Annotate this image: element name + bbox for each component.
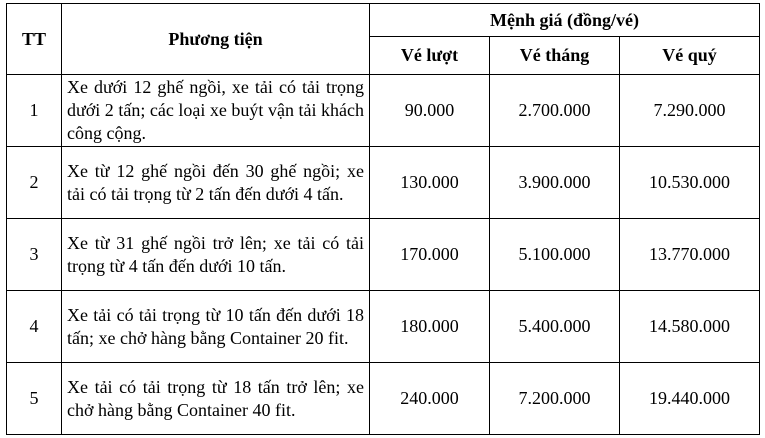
quarterly-price: 7.290.000 [620,75,760,147]
header-quarterly-ticket: Vé quý [620,37,760,75]
single-price: 130.000 [370,147,490,219]
table-row [7,219,760,291]
monthly-price: 3.900.000 [490,147,620,219]
header-monthly-ticket: Vé tháng [490,37,620,75]
table-row [7,363,760,435]
header-row-top [7,4,760,37]
row-index: 4 [7,291,62,363]
vehicle-description: Xe từ 12 ghế ngồi đến 30 ghế ngồi; xe tải có tải trọng từ 2 tấn đến dưới 4 tấn. [62,147,370,219]
table-row [7,147,760,219]
monthly-price: 5.100.000 [490,219,620,291]
monthly-price: 7.200.000 [490,363,620,435]
vehicle-description: Xe từ 31 ghế ngồi trở lên; xe tải có tải trọng từ 4 tấn đến dưới 10 tấn. [62,219,370,291]
vehicle-description: Xe tải có tải trọng từ 10 tấn đến dưới 18 tấn; xe chở hàng bằng Container 20 fit. [62,291,370,363]
vehicle-description: Xe dưới 12 ghế ngồi, xe tải có tải trọng dưới 2 tấn; các loại xe buýt vận tải khách công cộng. [62,75,370,147]
header-vehicle: Phương tiện [62,4,370,75]
quarterly-price: 19.440.000 [620,363,760,435]
single-price: 170.000 [370,219,490,291]
header-single-ticket: Vé lượt [370,37,490,75]
quarterly-price: 14.580.000 [620,291,760,363]
row-index: 3 [7,219,62,291]
single-price: 240.000 [370,363,490,435]
quarterly-price: 13.770.000 [620,219,760,291]
quarterly-price: 10.530.000 [620,147,760,219]
single-price: 180.000 [370,291,490,363]
table-row [7,291,760,363]
monthly-price: 5.400.000 [490,291,620,363]
monthly-price: 2.700.000 [490,75,620,147]
header-price-group: Mệnh giá (đồng/vé) [370,4,760,37]
row-index: 5 [7,363,62,435]
vehicle-description: Xe tải có tải trọng từ 18 tấn trở lên; xe chở hàng bằng Container 40 fit. [62,363,370,435]
row-index: 1 [7,75,62,147]
toll-fee-table [6,3,760,435]
table-row [7,75,760,147]
header-tt: TT [7,4,62,75]
single-price: 90.000 [370,75,490,147]
row-index: 2 [7,147,62,219]
